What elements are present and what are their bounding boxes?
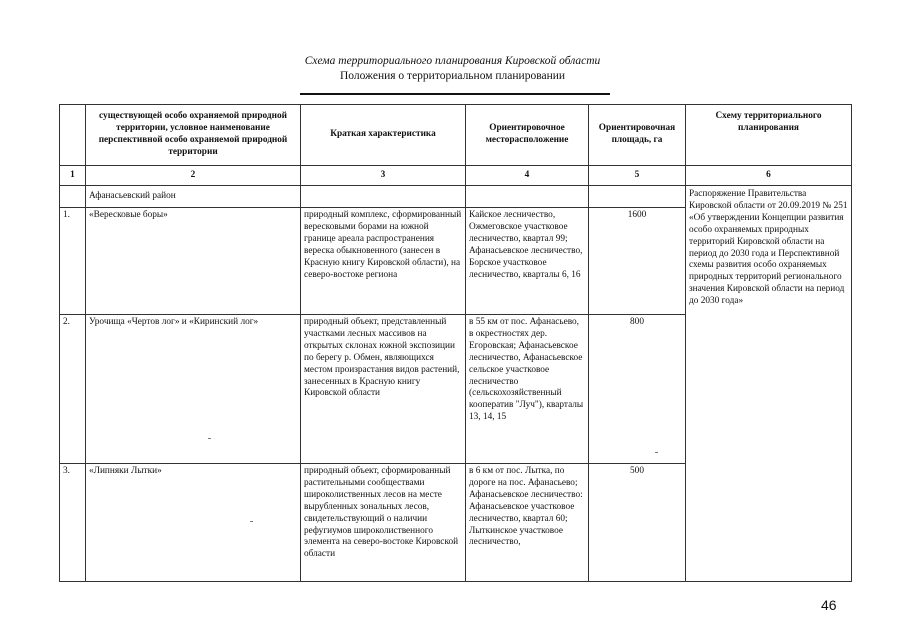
scan-speck	[655, 452, 658, 453]
table-header-row	[60, 105, 852, 166]
row-name: «Липняки Лытки»	[86, 464, 301, 582]
header-cell-name: существующей особо охраняемой природной территории, условное наименование перспективной особо охраняемой природной территории	[86, 105, 301, 166]
row-description: природный комплекс, сформированный вересковыми борами на южной границе ареала распространения вереска обыкновенного (занесен в Красную книгу Кировской области), на северо-востоке региона	[301, 208, 466, 315]
column-number: 6	[686, 166, 852, 186]
header-cell-index	[60, 105, 86, 166]
page-header	[0, 54, 905, 84]
row-description: природный объект, представленный участками лесных массивов на открытых склонах южной экспозиции по берегу р. Обмен, являющихся местом произрастания видов растений, занесенных в Красную книгу Кировской области	[301, 315, 466, 464]
column-number-row	[60, 166, 852, 186]
territory-table	[59, 104, 852, 582]
row-location: Кайское лесничество, Ожмеговское участковое лесничество, квартал 99; Афанасьевское лесничество, Борское участковое лесничество, кварталы 6, 16	[466, 208, 589, 315]
row-name: «Вересковые боры»	[86, 208, 301, 315]
row-location: в 55 км от пос. Афанасьево, в окрестностях дер. Егоровская; Афанасьевское лесничество, Афанасьевское сельское участковое лесничество (сельскохозяйственный кооператив "Луч"), кварталы 13, 14, 15	[466, 315, 589, 464]
row-number: 3.	[60, 464, 86, 582]
column-number: 5	[589, 166, 686, 186]
header-cell-plan: Схему территориального планирования	[686, 105, 852, 166]
column-number: 3	[301, 166, 466, 186]
header-cell-location: Ориентировочное месторасположение	[466, 105, 589, 166]
row-location: в 6 км от пос. Лытка, по дороге на пос. Афанасьево; Афанасьевское лесничество: Афанасьевское участковое лесничество, квартал 60; Лыткинское участковое лесничество,	[466, 464, 589, 582]
district-name: Афанасьевский район	[86, 186, 301, 208]
column-number: 4	[466, 166, 589, 186]
row-area: 500	[589, 464, 686, 582]
header-cell-description: Краткая характеристика	[301, 105, 466, 166]
district-row	[60, 186, 852, 208]
row-area: 1600	[589, 208, 686, 315]
document-title: Схема территориального планирования Кировской области	[304, 55, 601, 67]
row-name: Урочища «Чертов лог» и «Киринский лог»	[86, 315, 301, 464]
legal-basis-note: Распоряжение Правительства Кировской области от 20.09.2019 № 251 «Об утверждении Концепции развития особо охраняемых природных территорий Кировской области на период до 2030 года и Перспективной схемы развития особо охраняемых природных территорий регионального значения Кировской области на период до 2030 года»	[686, 186, 852, 582]
page-number: 46	[821, 597, 837, 613]
row-number: 2.	[60, 315, 86, 464]
scan-speck	[250, 521, 253, 522]
scan-speck	[208, 438, 211, 439]
row-area: 800	[589, 315, 686, 464]
row-description: природный объект, сформированный растительными сообществами широколиственных лесов на месте вырубленных зональных лесов, свидетельствующий о наличии рефугиумов широколиственного элемента на северо-востоке Кировской области	[301, 464, 466, 582]
document-subtitle: Положения о территориальном планировании	[339, 70, 566, 82]
row-number: 1.	[60, 208, 86, 315]
header-cell-area: Ориентировочная площадь, га	[589, 105, 686, 166]
header-rule	[300, 93, 610, 95]
column-number: 1	[60, 166, 86, 186]
column-number: 2	[86, 166, 301, 186]
